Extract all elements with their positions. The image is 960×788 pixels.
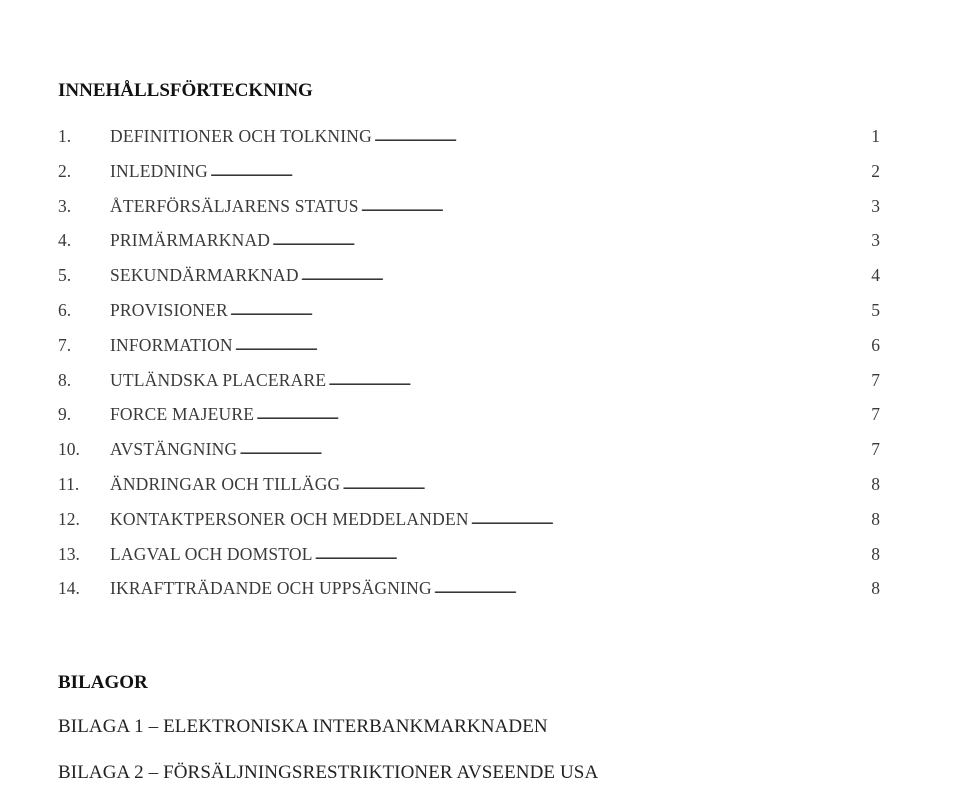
- toc-entry-number: 1.: [58, 126, 72, 146]
- toc-dot-leader: [471, 508, 866, 529]
- toc-entry-page: 6: [871, 334, 880, 355]
- toc-entry-title: AVSTÄNGNING: [110, 439, 238, 460]
- toc-entry-page: 8: [871, 508, 880, 529]
- toc-entry-title: FORCE MAJEURE: [110, 404, 255, 425]
- toc-list: [58, 126, 880, 613]
- toc-entry-8[interactable]: [58, 370, 880, 405]
- toc-entry-title: INFORMATION: [110, 334, 233, 355]
- appendices-heading: BILAGOR: [58, 672, 148, 693]
- toc-entry-10[interactable]: [58, 439, 880, 474]
- toc-entry-number: 9.: [58, 404, 72, 425]
- toc-entry-number: 14.: [58, 578, 80, 599]
- toc-entry-number: 4.: [58, 230, 72, 251]
- toc-entry-number: 3.: [58, 195, 72, 216]
- toc-dot-leader: [230, 299, 866, 320]
- toc-entry-6[interactable]: [58, 300, 880, 335]
- toc-entry-page: 1: [871, 126, 880, 146]
- toc-entry-number: 13.: [58, 543, 80, 564]
- toc-entry-number: 7.: [58, 334, 72, 355]
- toc-entry-page: 8: [871, 473, 880, 494]
- toc-entry-4[interactable]: [58, 230, 880, 265]
- toc-entry-title: PROVISIONER: [110, 299, 228, 320]
- toc-entry-number: 5.: [58, 265, 72, 286]
- toc-entry-number: 11.: [58, 473, 80, 494]
- toc-dot-leader: [315, 543, 866, 564]
- toc-dot-leader: [256, 403, 866, 424]
- toc-entry-title: PRIMÄRMARKNAD: [110, 230, 271, 251]
- toc-dot-leader: [239, 438, 866, 459]
- toc-entry-5[interactable]: [58, 265, 880, 300]
- toc-entry-page: 7: [871, 404, 880, 425]
- toc-dot-leader: [272, 229, 866, 250]
- toc-dot-leader: [374, 125, 866, 146]
- toc-entry-page: 8: [871, 543, 880, 564]
- toc-heading: INNEHÅLLSFÖRTECKNING: [58, 80, 313, 101]
- toc-entry-page: 2: [871, 160, 880, 181]
- toc-entry-title: SEKUNDÄRMARKNAD: [110, 265, 299, 286]
- toc-entry-number: 6.: [58, 299, 72, 320]
- toc-entry-3[interactable]: [58, 196, 880, 231]
- toc-entry-title: UTLÄNDSKA PLACERARE: [110, 369, 327, 390]
- toc-dot-leader: [301, 264, 866, 285]
- toc-entry-title: ÅTERFÖRSÄLJARENS STATUS: [110, 195, 359, 216]
- toc-entry-page: 7: [871, 369, 880, 390]
- toc-entry-title: ÄNDRINGAR OCH TILLÄGG: [110, 473, 341, 494]
- toc-dot-leader: [434, 577, 866, 598]
- toc-entry-title: KONTAKTPERSONER OCH MEDDELANDEN: [110, 508, 469, 529]
- toc-dot-leader: [328, 369, 866, 390]
- toc-entry-number: 2.: [58, 160, 72, 181]
- toc-dot-leader: [210, 160, 866, 181]
- toc-entry-title: LAGVAL OCH DOMSTOL: [110, 543, 313, 564]
- toc-entry-title: INLEDNING: [110, 160, 209, 181]
- toc-entry-14[interactable]: [58, 578, 880, 613]
- toc-entry-page: 8: [871, 578, 880, 599]
- toc-entry-page: 5: [871, 299, 880, 320]
- toc-entry-title: IKRAFTTRÄDANDE OCH UPPSÄGNING: [110, 578, 432, 599]
- toc-dot-leader: [235, 334, 866, 355]
- toc-dot-leader: [361, 195, 866, 216]
- toc-dot-leader: [342, 473, 866, 494]
- toc-entry-12[interactable]: [58, 509, 880, 544]
- appendix-entry-1[interactable]: BILAGA 1 – ELEKTRONISKA INTERBANKMARKNADEN: [58, 716, 548, 737]
- toc-entry-number: 12.: [58, 508, 80, 529]
- toc-entry-number: 8.: [58, 369, 72, 390]
- toc-entry-title: DEFINITIONER OCH TOLKNING: [110, 126, 372, 146]
- appendix-entry-2[interactable]: BILAGA 2 – FÖRSÄLJNINGSRESTRIKTIONER AVSEENDE USA: [58, 762, 599, 783]
- toc-entry-11[interactable]: [58, 474, 880, 509]
- toc-entry-1[interactable]: [58, 126, 880, 161]
- toc-entry-page: 4: [871, 265, 880, 286]
- toc-entry-7[interactable]: [58, 335, 880, 370]
- toc-entry-9[interactable]: [58, 404, 880, 439]
- toc-entry-page: 7: [871, 439, 880, 460]
- toc-entry-page: 3: [871, 230, 880, 251]
- toc-entry-2[interactable]: [58, 161, 880, 196]
- toc-entry-13[interactable]: [58, 544, 880, 579]
- toc-entry-number: 10.: [58, 439, 80, 460]
- toc-entry-page: 3: [871, 195, 880, 216]
